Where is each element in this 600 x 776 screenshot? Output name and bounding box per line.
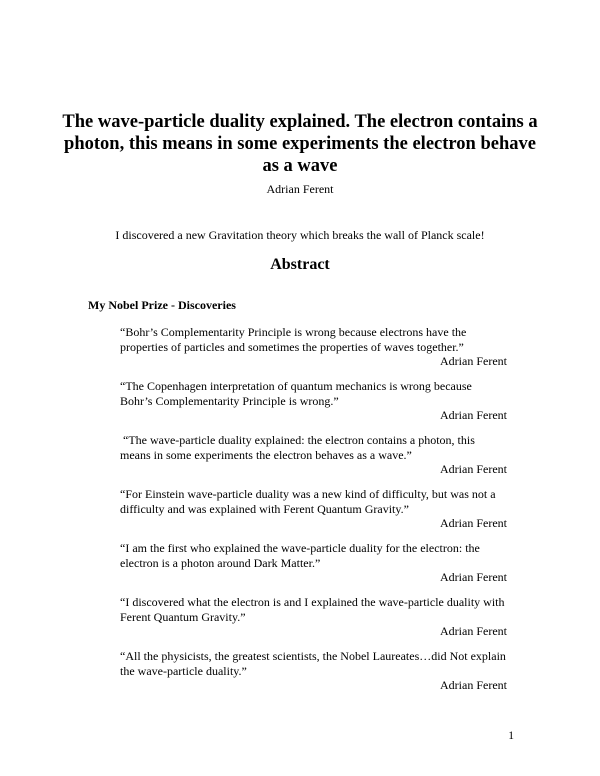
quote-text: “For Einstein wave-particle duality was a new kind of difficulty, but was not a difficulty and was explained with Ferent Quantum Gravity.” (120, 487, 496, 516)
abstract-heading: Abstract (270, 256, 330, 273)
quote-block (120, 595, 507, 639)
section-heading: My Nobel Prize - Discoveries (88, 298, 236, 312)
quote-block (120, 541, 507, 585)
quote-block (120, 487, 507, 531)
quote-attribution: Adrian Ferent (440, 462, 507, 476)
quote-attribution: Adrian Ferent (440, 408, 507, 422)
quote-text: “The Copenhagen interpretation of quantum mechanics is wrong because Bohr’s Complementarity Principle is wrong.” (120, 379, 472, 408)
claim-statement: I discovered a new Gravitation theory which breaks the wall of Planck scale! (115, 228, 485, 242)
quote-block (120, 325, 507, 369)
page-number: 1 (508, 730, 514, 742)
quote-attribution: Adrian Ferent (440, 516, 507, 530)
quote-text: “Bohr’s Complementarity Principle is wrong because electrons have the properties of particles and sometimes the properties of waves together.” (120, 325, 467, 354)
quote-attribution: Adrian Ferent (440, 624, 507, 638)
quote-block (120, 649, 507, 693)
quote-text: “All the physicists, the greatest scientists, the Nobel Laureates…did Not explain the wave-particle duality.” (120, 649, 506, 678)
quote-text: “The wave-particle duality explained: the electron contains a photon, this means in some experiments the electron behaves as a wave.” (120, 433, 478, 462)
quote-attribution: Adrian Ferent (440, 678, 507, 692)
quote-attribution: Adrian Ferent (440, 570, 507, 584)
quote-attribution: Adrian Ferent (440, 354, 507, 368)
document-title: The wave-particle duality explained. The electron contains a photon, this means in some experiments the electron behave as a wave (62, 112, 538, 176)
quote-block (120, 379, 507, 423)
quote-block (120, 433, 507, 477)
author-name: Adrian Ferent (266, 182, 334, 196)
quote-text: “I am the first who explained the wave-particle duality for the electron: the electron is a photon around Dark Matter.” (120, 541, 480, 570)
quote-text: “I discovered what the electron is and I explained the wave-particle duality with Ferent Quantum Gravity.” (120, 595, 505, 624)
